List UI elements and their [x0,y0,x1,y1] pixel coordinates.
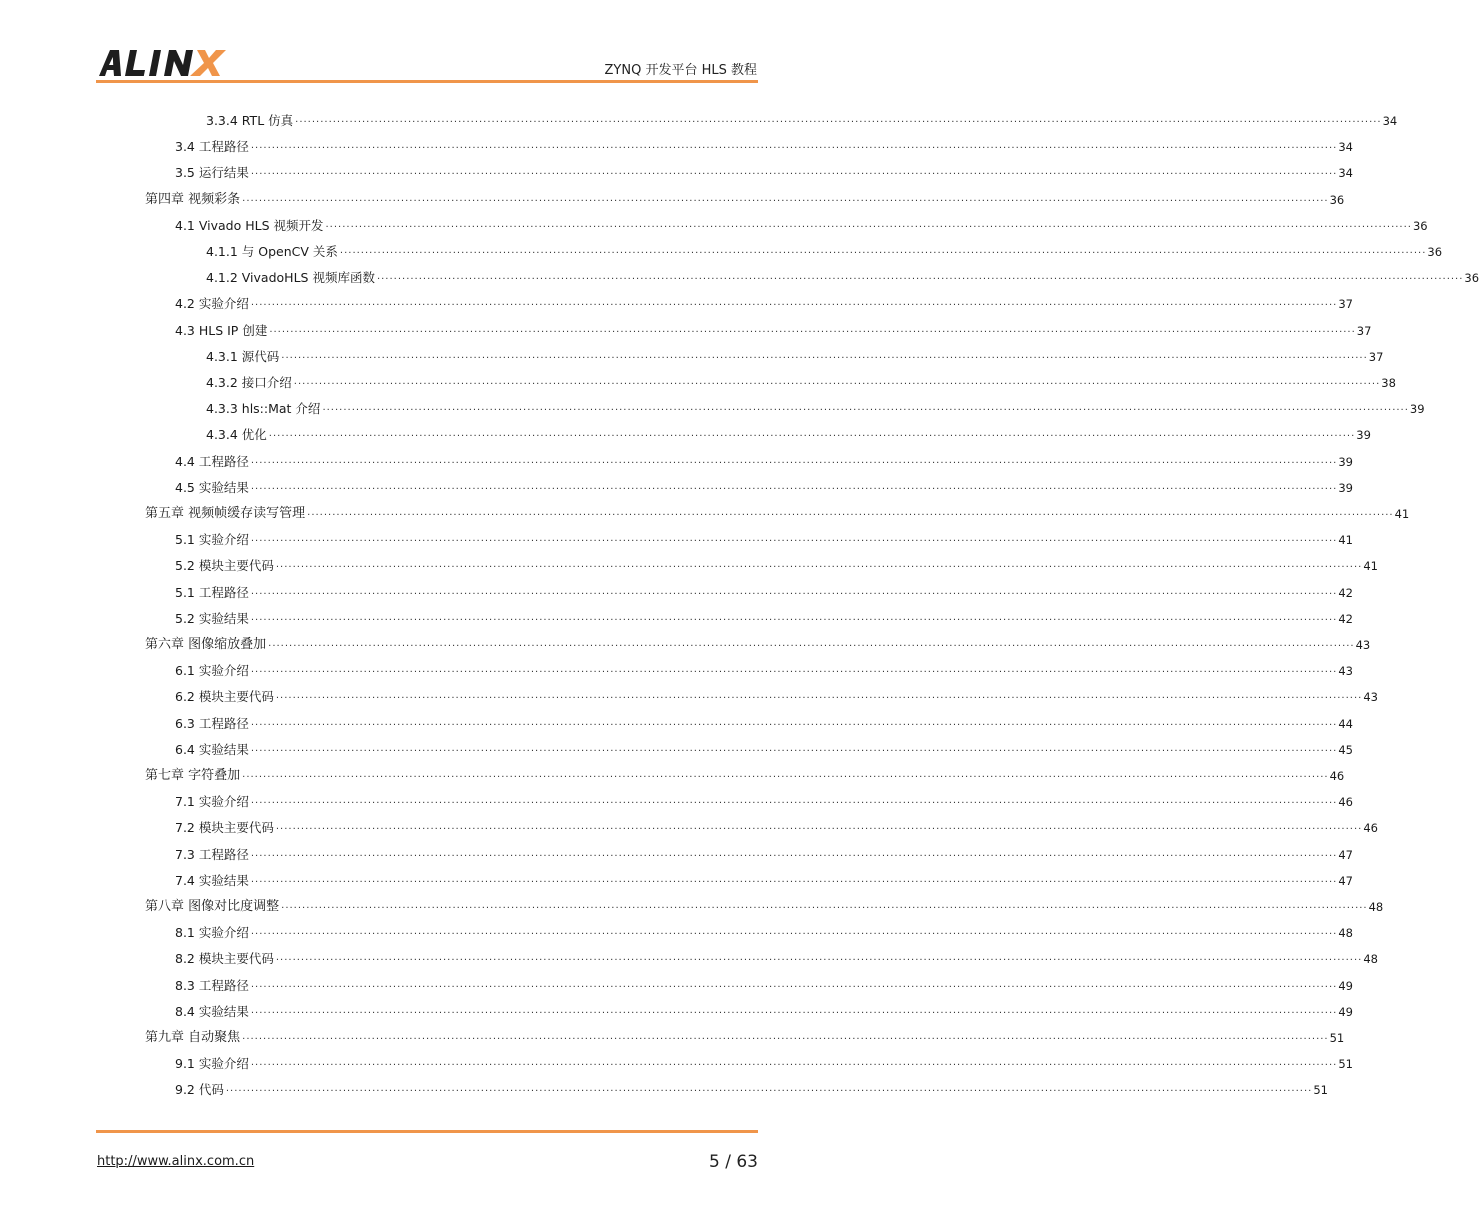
toc-entry-label: 8.3 工程路径 [175,977,249,993]
toc-dot-leader: .................................................................................................................................................................................................................................................................... [268,638,1355,649]
toc-entry[interactable] [175,659,1353,679]
toc-entry[interactable] [175,214,1428,234]
toc-entry-label: 4.1.2 VivadoHLS 视频库函数 [206,270,375,286]
alinx-logo [97,46,231,80]
toc-dot-leader: .................................................................................................................................................................................................................................................................... [250,480,1338,492]
toc-dot-leader: .................................................................................................................................................................................................................................................................... [250,795,1338,807]
toc-dot-leader: .................................................................................................................................................................................................................................................................... [275,559,1363,571]
toc-dot-leader: .................................................................................................................................................................................................................................................................... [275,690,1363,702]
toc-entry-page: 37 [1338,297,1353,312]
toc-entry[interactable] [206,109,1398,129]
toc-entry-label: 9.2 代码 [175,1082,224,1098]
toc-entry-label: 第四章 视频彩条 [145,191,241,207]
toc-entry-page: 51 [1338,1057,1353,1072]
toc-entry[interactable] [206,397,1425,417]
toc-entry-label: 4.3.2 接口介绍 [206,375,292,390]
toc-entry[interactable] [206,423,1371,443]
toc-entry-label: 9.1 实验介绍 [175,1056,249,1072]
toc-entry-label: 4.5 实验结果 [175,479,249,495]
toc-entry-page: 43 [1355,638,1371,652]
toc-dot-leader: .................................................................................................................................................................................................................................................................... [250,1004,1338,1016]
toc-dot-leader: .................................................................................................................................................................................................................................................................... [269,323,1356,335]
toc-entry[interactable] [206,371,1396,391]
toc-entry-page: 34 [1338,140,1353,155]
toc-entry-label: 第八章 图像对比度调整 [145,899,280,914]
toc-entry-page: 37 [1356,323,1372,338]
toc-entry[interactable] [145,764,1345,784]
toc-dot-leader: .................................................................................................................................................................................................................................................................... [339,245,1427,256]
toc-entry-page: 39 [1338,454,1353,469]
toc-dot-leader: .................................................................................................................................................................................................................................................................... [250,978,1338,990]
toc-entry-page: 47 [1338,847,1353,862]
toc-entry[interactable] [175,869,1353,889]
toc-entry[interactable] [175,843,1353,863]
toc-entry[interactable] [175,161,1353,181]
toc-entry[interactable] [175,974,1353,994]
toc-dot-leader: .................................................................................................................................................................................................................................................................... [250,611,1338,623]
page-number: 5 / 63 [709,1152,758,1172]
toc-entry-label: 3.4 工程路径 [175,139,249,155]
toc-entry-page: 48 [1363,952,1378,967]
toc-dot-leader: .................................................................................................................................................................................................................................................................... [376,271,1464,283]
toc-entry[interactable] [206,345,1384,365]
toc-entry[interactable] [175,1000,1353,1020]
toc-entry-label: 6.1 实验介绍 [175,663,249,679]
toc-entry-page: 36 [1412,218,1428,233]
toc-entry-label: 第六章 图像缩放叠加 [145,637,267,652]
toc-dot-leader: .................................................................................................................................................................................................................................................................... [250,140,1338,152]
toc-entry-label: 4.1.1 与 OpenCV 关系 [206,244,338,259]
toc-entry[interactable] [175,947,1378,967]
toc-dot-leader: .................................................................................................................................................................................................................................................................... [250,873,1338,885]
toc-dot-leader: .................................................................................................................................................................................................................................................................... [250,1057,1338,1069]
toc-entry[interactable] [175,738,1353,758]
toc-entry[interactable] [175,450,1353,470]
toc-dot-leader: .................................................................................................................................................................................................................................................................... [250,454,1338,466]
toc-entry[interactable] [175,292,1353,312]
toc-entry[interactable] [206,240,1443,260]
toc-entry[interactable] [175,921,1353,941]
toc-entry-page: 46 [1329,769,1345,783]
toc-entry-page: 36 [1427,245,1443,259]
toc-entry[interactable] [145,895,1384,915]
toc-entry[interactable] [145,502,1410,522]
toc-dot-leader: .................................................................................................................................................................................................................................................................... [281,900,1368,911]
toc-entry-page: 41 [1394,507,1410,521]
toc-entry-page: 42 [1338,585,1353,600]
toc-entry[interactable] [175,790,1353,810]
toc-entry[interactable] [175,1078,1328,1098]
toc-entry-page: 42 [1338,611,1353,626]
toc-entry-page: 43 [1363,690,1378,705]
toc-entry-page: 45 [1338,742,1353,757]
toc-entry-label: 8.2 模块主要代码 [175,951,274,967]
toc-entry-label: 8.1 实验介绍 [175,925,249,941]
toc-dot-leader: .................................................................................................................................................................................................................................................................... [295,114,1382,125]
toc-dot-leader: .................................................................................................................................................................................................................................................................... [250,847,1338,859]
toc-dot-leader: .................................................................................................................................................................................................................................................................... [250,585,1338,597]
toc-entry-page: 44 [1338,716,1353,731]
footer-divider [96,1130,758,1133]
toc-entry-label: 5.2 实验结果 [175,610,249,626]
toc-dot-leader: .................................................................................................................................................................................................................................................................... [250,166,1338,178]
toc-entry-page: 48 [1368,900,1384,914]
toc-entry-page: 34 [1382,114,1398,128]
toc-entry-label: 6.4 实验结果 [175,741,249,757]
toc-entry-label: 7.3 工程路径 [175,846,249,862]
header-divider [96,80,758,83]
toc-entry-page: 39 [1356,428,1371,443]
toc-entry[interactable] [175,528,1353,548]
toc-entry-page: 34 [1338,166,1353,181]
toc-entry[interactable] [206,266,1479,286]
toc-entry-page: 46 [1363,821,1378,836]
toc-dot-leader: .................................................................................................................................................................................................................................................................... [293,376,1381,387]
toc-entry[interactable] [175,816,1378,836]
toc-entry-page: 39 [1409,402,1425,417]
toc-entry-page: 47 [1338,873,1353,888]
toc-dot-leader: .................................................................................................................................................................................................................................................................... [250,664,1338,676]
toc-entry[interactable] [145,1026,1345,1046]
toc-entry-label: 7.4 实验结果 [175,872,249,888]
toc-entry-page: 38 [1381,376,1396,390]
toc-entry-label: 4.3 HLS IP 创建 [175,322,268,338]
toc-dot-leader: .................................................................................................................................................................................................................................................................... [250,716,1338,728]
toc-entry-label: 6.3 工程路径 [175,715,249,731]
toc-entry-page: 36 [1464,271,1479,286]
toc-entry-label: 5.1 工程路径 [175,584,249,600]
toc-dot-leader: .................................................................................................................................................................................................................................................................... [242,769,1329,780]
toc-entry-label: 8.4 实验结果 [175,1003,249,1019]
toc-dot-leader: .................................................................................................................................................................................................................................................................... [242,192,1329,204]
toc-dot-leader: .................................................................................................................................................................................................................................................................... [281,349,1368,361]
toc-entry-label: 第七章 字符叠加 [145,768,241,783]
toc-dot-leader: .................................................................................................................................................................................................................................................................... [250,926,1338,938]
toc-entry-page: 49 [1338,978,1353,993]
toc-dot-leader: .................................................................................................................................................................................................................................................................... [307,507,1394,518]
toc-entry[interactable] [175,476,1353,496]
toc-dot-leader: .................................................................................................................................................................................................................................................................... [275,952,1363,964]
toc-entry[interactable] [175,581,1353,601]
toc-entry-label: 6.2 模块主要代码 [175,689,274,705]
toc-entry[interactable] [175,685,1378,705]
toc-dot-leader: .................................................................................................................................................................................................................................................................... [268,428,1356,440]
toc-entry-page: 51 [1329,1031,1345,1045]
toc-entry-page: 36 [1329,192,1345,207]
toc-entry-page: 39 [1338,480,1353,495]
toc-entry[interactable] [175,554,1378,574]
toc-entry-label: 4.3.4 优化 [206,427,267,443]
toc-entry-page: 49 [1338,1004,1353,1019]
toc-dot-leader: .................................................................................................................................................................................................................................................................... [275,821,1363,833]
toc-entry-page: 46 [1338,795,1353,810]
document-header-title: ZYNQ 开发平台 HLS 教程 [604,63,757,78]
toc-entry[interactable] [175,607,1353,627]
toc-entry-label: 5.2 模块主要代码 [175,558,274,574]
toc-dot-leader: .................................................................................................................................................................................................................................................................... [250,742,1338,754]
toc-entry[interactable] [175,319,1372,339]
toc-entry-page: 37 [1368,349,1384,364]
toc-entry-page: 41 [1363,559,1378,574]
toc-dot-leader: .................................................................................................................................................................................................................................................................... [250,533,1338,545]
toc-entry-label: 7.2 模块主要代码 [175,820,274,836]
toc-entry-label: 3.5 运行结果 [175,165,249,181]
toc-entry-label: 3.3.4 RTL 仿真 [206,113,294,128]
toc-entry-label: 4.1 Vivado HLS 视频开发 [175,217,324,233]
toc-entry[interactable] [175,712,1353,732]
toc-entry[interactable] [175,1052,1353,1072]
toc-entry-label: 4.4 工程路径 [175,453,249,469]
toc-entry-label: 4.3.3 hls::Mat 介绍 [206,401,321,417]
toc-entry-label: 5.1 实验介绍 [175,532,249,548]
toc-entry-label: 4.2 实验介绍 [175,296,249,312]
toc-entry[interactable] [145,188,1345,208]
toc-dot-leader: .................................................................................................................................................................................................................................................................... [322,402,1409,414]
toc-entry-label: 第五章 视频帧缓存读写管理 [145,506,306,521]
toc-entry-page: 48 [1338,926,1353,941]
toc-dot-leader: .................................................................................................................................................................................................................................................................... [250,297,1338,309]
toc-entry[interactable] [175,135,1353,155]
toc-entry-label: 第九章 自动聚焦 [145,1030,241,1045]
footer-website-link[interactable]: http://www.alinx.com.cn [97,1154,255,1169]
toc-entry-label: 7.1 实验介绍 [175,794,249,810]
toc-dot-leader: .................................................................................................................................................................................................................................................................... [225,1083,1313,1095]
toc-entry[interactable] [145,633,1371,653]
toc-entry-page: 51 [1313,1083,1328,1098]
toc-dot-leader: .................................................................................................................................................................................................................................................................... [325,218,1412,230]
toc-entry-label: 4.3.1 源代码 [206,348,280,364]
toc-entry-page: 43 [1338,664,1353,679]
toc-dot-leader: .................................................................................................................................................................................................................................................................... [242,1031,1329,1042]
toc-entry-page: 41 [1338,533,1353,548]
